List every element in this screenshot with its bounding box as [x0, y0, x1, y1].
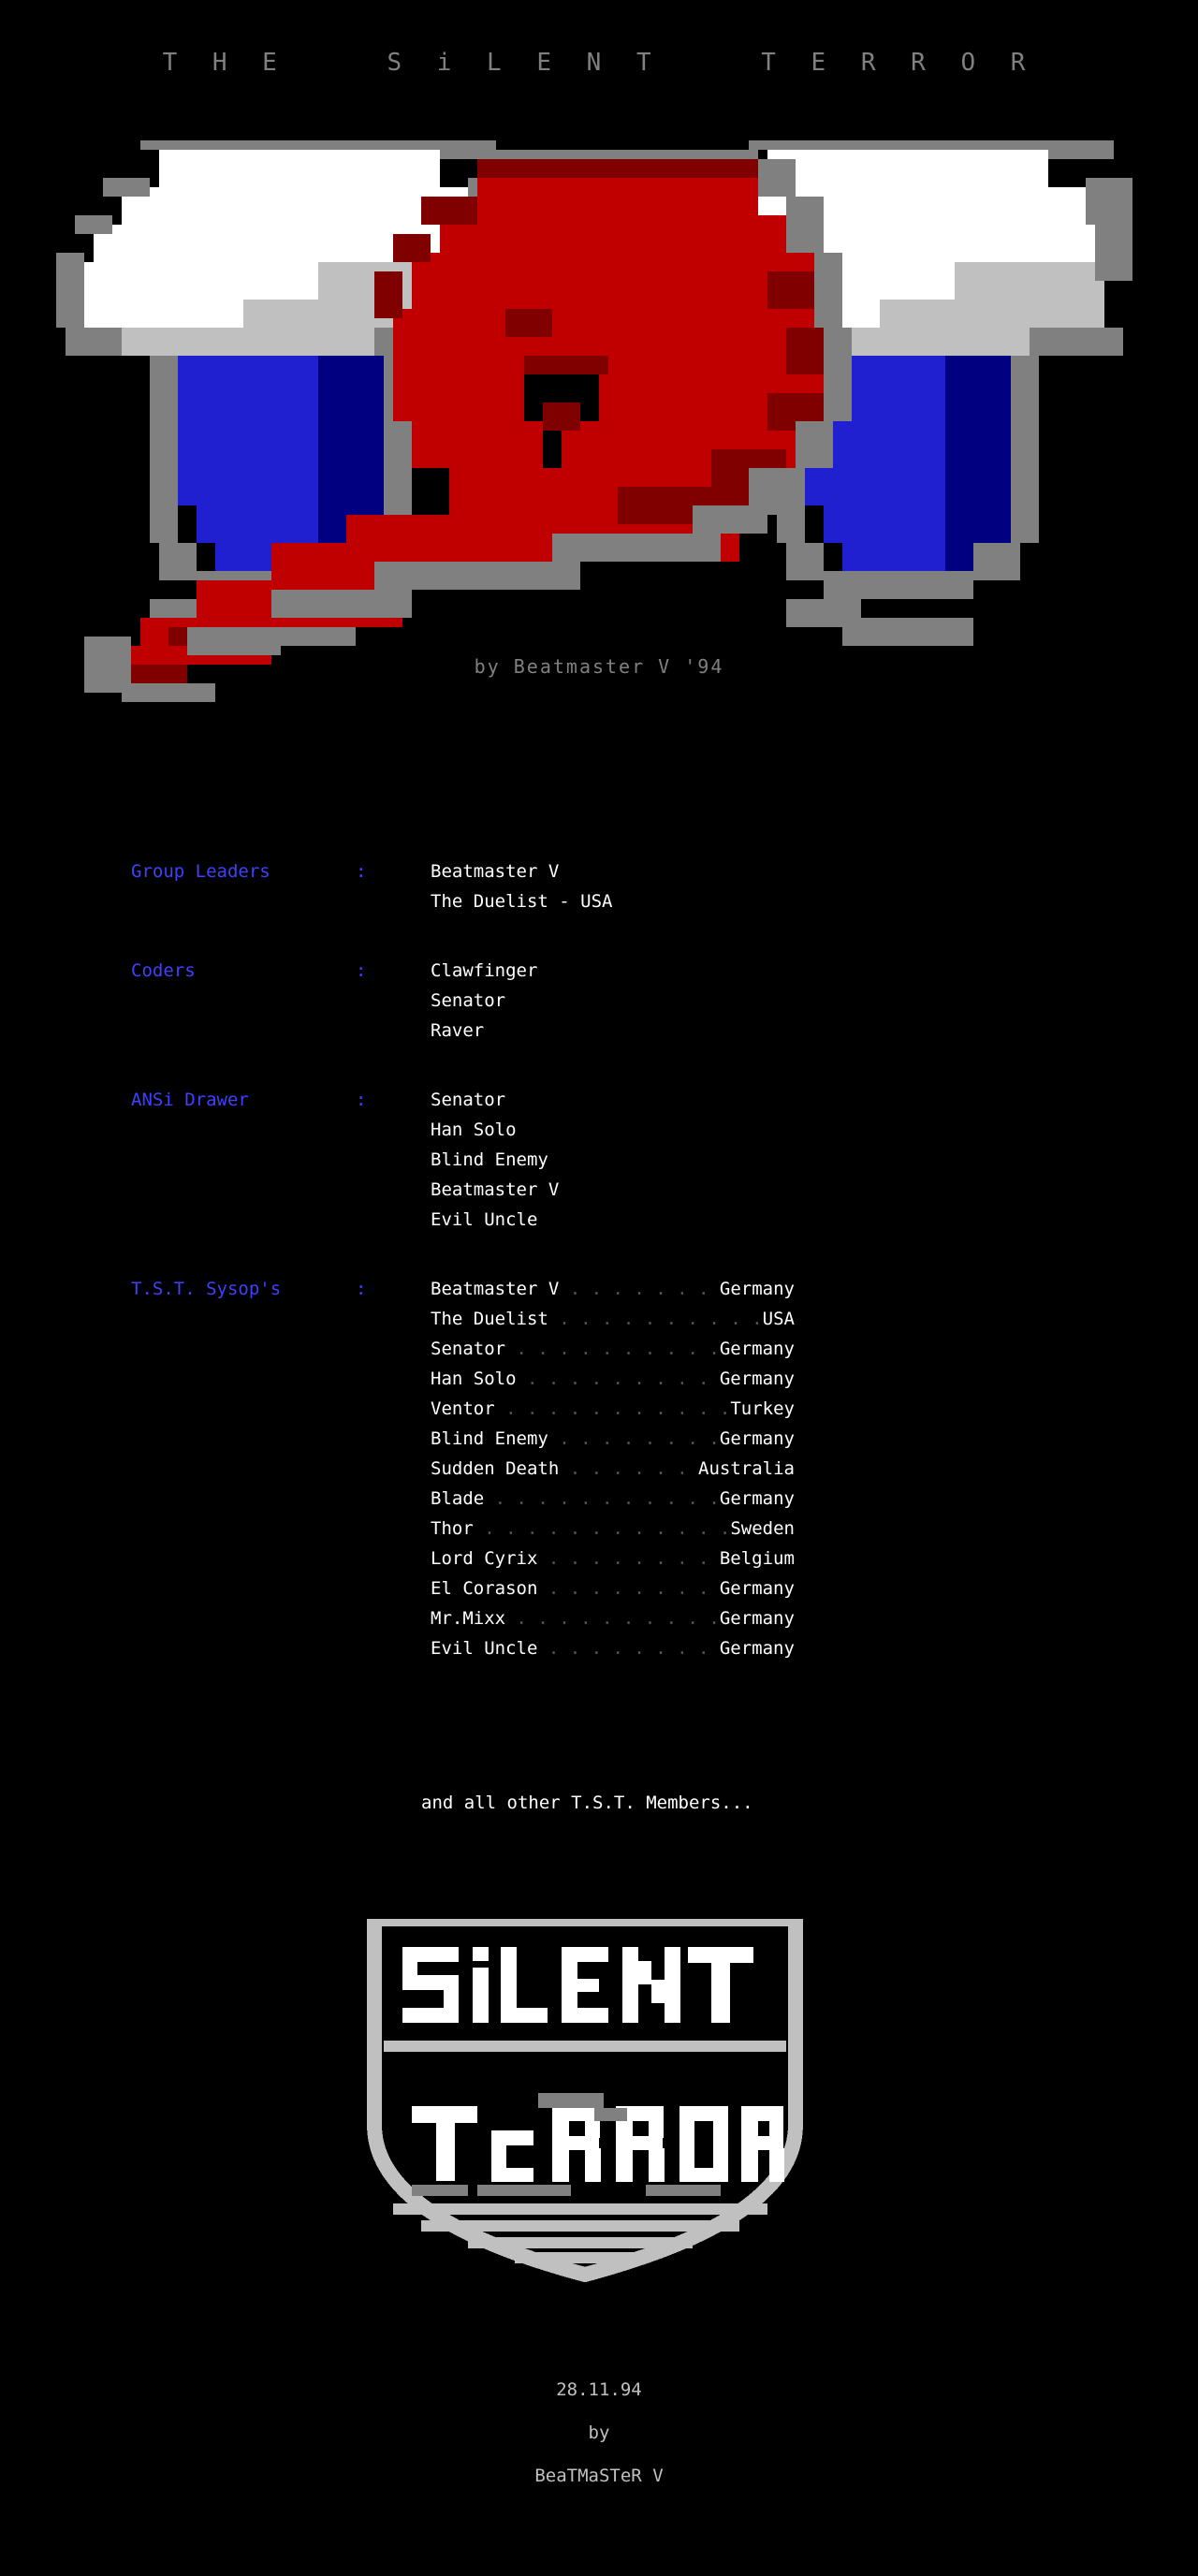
table-row — [431, 1573, 1067, 1603]
list-item: Blind Enemy — [431, 1149, 548, 1170]
sysop-name: The Duelist — [431, 1309, 548, 1329]
table-row — [431, 1334, 1067, 1364]
credit-colon: : — [356, 1279, 367, 1299]
credit-values — [431, 856, 1067, 916]
credit-label: Coders — [131, 960, 196, 981]
table-row — [431, 1633, 1067, 1663]
sysop-name: Senator — [431, 1339, 506, 1359]
credit-group-leaders — [131, 856, 1067, 916]
credit-label: Group Leaders — [131, 861, 270, 882]
silent-terror-shield-logo — [365, 1919, 805, 2284]
sysop-name: Lord Cyrix — [431, 1548, 538, 1569]
dot-leader: . . . . . . . . . . . . — [473, 1518, 731, 1539]
dot-leader: . . . . . . . . . . . — [494, 1398, 731, 1419]
logo-byline: by Beatmaster V '94 — [474, 655, 724, 678]
closing-note: and all other T.S.T. Members... — [421, 1793, 753, 1813]
dot-leader: . . . . . . . — [559, 1279, 720, 1299]
dot-leader: . . . . . . . . — [537, 1578, 720, 1599]
credit-label: T.S.T. Sysop's — [131, 1279, 282, 1299]
sysop-country: Turkey — [730, 1398, 795, 1419]
table-row — [431, 1454, 1067, 1484]
table-row — [431, 1544, 1067, 1573]
sysop-name: Ventor — [431, 1398, 495, 1419]
footer-date: 28.11.94 — [556, 2379, 642, 2400]
credit-values — [431, 956, 1067, 1046]
credit-group-sysops — [131, 1274, 1067, 1663]
sysop-country: Germany — [719, 1428, 795, 1449]
sysop-country: Germany — [719, 1279, 795, 1299]
sysop-name: Blind Enemy — [431, 1428, 548, 1449]
credit-label: ANSi Drawer — [131, 1090, 249, 1110]
st-logo — [37, 131, 1170, 702]
sysop-country: Sweden — [730, 1518, 795, 1539]
sysop-country: USA — [762, 1309, 795, 1329]
list-item: Raver — [431, 1020, 485, 1041]
sysop-country: Australia — [698, 1458, 795, 1479]
dot-leader: . . . . . . . . . . — [548, 1309, 763, 1329]
sysop-name: Sudden Death — [431, 1458, 560, 1479]
table-row — [431, 1603, 1067, 1633]
sysop-name: Blade — [431, 1488, 485, 1509]
st-logo-graphic — [37, 131, 1170, 702]
dot-leader: . . . . . . . . . . — [505, 1608, 720, 1629]
list-item: Senator — [431, 990, 506, 1011]
sysop-name: Han Solo — [431, 1368, 517, 1389]
sysop-name: Mr.Mixx — [431, 1608, 506, 1629]
shield-graphic — [365, 1919, 805, 2284]
sysop-country: Germany — [719, 1488, 795, 1509]
footer-author: BeaTMaSTeR V — [534, 2466, 664, 2486]
sysop-name: Thor — [431, 1518, 474, 1539]
list-item: Senator — [431, 1090, 506, 1110]
footer-by-label: by — [588, 2422, 610, 2443]
table-row — [431, 1514, 1067, 1544]
list-item: Han Solo — [431, 1120, 517, 1140]
credit-colon: : — [356, 861, 367, 882]
table-row — [431, 1484, 1067, 1514]
sysop-name: El Corason — [431, 1578, 538, 1599]
sysop-country: Germany — [719, 1638, 795, 1659]
credit-values — [431, 1085, 1067, 1235]
dot-leader: . . . . . . . . — [548, 1428, 720, 1449]
dot-leader: . . . . . . . . . — [516, 1368, 720, 1389]
table-row — [431, 1424, 1067, 1454]
list-item: Beatmaster V — [431, 1179, 560, 1200]
dot-leader: . . . . . . . . — [537, 1638, 720, 1659]
dot-leader: . . . . . . — [559, 1458, 698, 1479]
list-item: The Duelist - USA — [431, 891, 613, 912]
credits-block — [131, 856, 1067, 1690]
credit-group-coders — [131, 956, 1067, 1046]
sysop-name: Evil Uncle — [431, 1638, 538, 1659]
dot-leader: . . . . . . . . . . . — [484, 1488, 720, 1509]
dot-leader: . . . . . . . . — [537, 1548, 720, 1569]
footer — [0, 2368, 1198, 2497]
sysop-country: Belgium — [719, 1548, 795, 1569]
list-item: Beatmaster V — [431, 861, 560, 882]
list-item: Clawfinger — [431, 960, 538, 981]
credit-values — [431, 1274, 1067, 1663]
credit-colon: : — [356, 960, 367, 981]
credit-group-ansi-drawer — [131, 1085, 1067, 1235]
credit-colon: : — [356, 1090, 367, 1110]
dot-leader: . . . . . . . . . . — [505, 1339, 720, 1359]
sysop-country: Germany — [719, 1339, 795, 1359]
table-row — [431, 1394, 1067, 1424]
page-title: T H E S i L E N T T E R R O R — [162, 49, 1036, 77]
list-item: Evil Uncle — [431, 1209, 538, 1230]
table-row — [431, 1364, 1067, 1394]
sysop-country: Germany — [719, 1578, 795, 1599]
sysop-country: Germany — [719, 1608, 795, 1629]
sysop-name: Beatmaster V — [431, 1279, 560, 1299]
table-row — [431, 1304, 1067, 1334]
sysop-country: Germany — [719, 1368, 795, 1389]
table-row — [431, 1274, 1067, 1304]
